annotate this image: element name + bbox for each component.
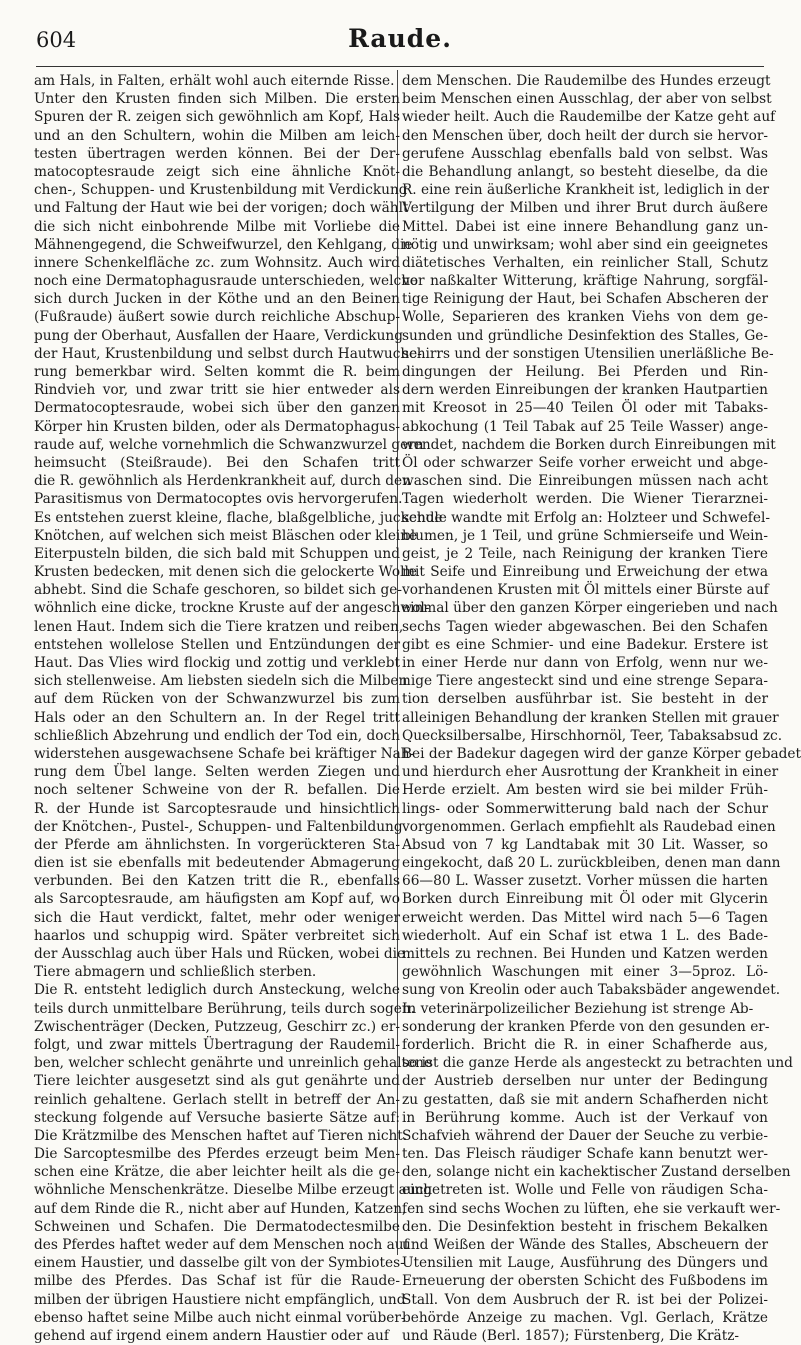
- page-header: [36, 22, 764, 56]
- text-line: sich durch Jucken in der Köthe und an den Beinen: [34, 291, 400, 308]
- text-line: und Räude (Berl. 1857); Fürstenberg, Die Krätz-: [402, 1327, 740, 1344]
- text-line: Tiere abmagern und schließlich sterben.: [34, 964, 317, 981]
- text-line: Knötchen, auf welchen sich meist Bläschen oder kleine: [34, 527, 418, 544]
- text-line: heimsucht (Steißraude). Bei den Schafen tritt: [34, 454, 400, 471]
- text-line: die sich nicht einbohrende Milbe mit Vorliebe die: [34, 218, 400, 235]
- text-line: wöhnliche Menschenkrätze. Dieselbe Milbe erzeugt auch: [34, 1182, 433, 1199]
- text-line: abkochung (1 Teil Tabak auf 25 Teile Wasser) ange-: [402, 418, 768, 435]
- text-line: Tiere leichter ausgesetzt sind als gut genährte und: [34, 1073, 400, 1090]
- text-line: Körper hin Krusten bilden, oder als Dermatophagus-: [34, 418, 400, 435]
- text-line: nige Tiere angesteckt sind und eine strenge Separa-: [402, 673, 768, 690]
- text-line: Quecksilbersalbe, Hirschhornöl, Teer, Tabaksabsud zc.: [402, 727, 783, 744]
- text-line: so ist die ganze Herde als angesteckt zu betrachten und: [402, 1055, 793, 1072]
- text-line: Mähnengegend, die Schweifwurzel, den Kehlgang, die: [34, 236, 413, 253]
- text-line: wiederholt. Auf ein Schaf ist etwa 1 L. des Bade-: [402, 927, 768, 944]
- text-line: dern werden Einreibungen der kranken Hautpartien: [402, 382, 768, 399]
- right-column: [402, 72, 801, 1345]
- text-line: gewöhnlich Waschungen mit einer 3—5proz. Lö-: [402, 964, 768, 981]
- text-line: schen eine Krätze, die aber leichter heilt als die ge-: [34, 1164, 400, 1181]
- text-line: als Sarcoptesraude, am häufigsten am Kopf auf, wo: [34, 891, 400, 908]
- left-column: [34, 72, 443, 1345]
- text-line: Unter den Krusten finden sich Milben. Die ersten: [34, 91, 400, 108]
- text-line: und Weißen der Wände des Stalles, Abscheuern der: [402, 1237, 768, 1253]
- text-line: sich die Haut verdickt, faltet, mehr oder weniger: [34, 909, 400, 926]
- text-line: milbe des Pferdes. Das Schaf ist für die Raude-: [34, 1273, 400, 1290]
- text-line: behörde Anzeige zu machen. Vgl. Gerlach, Krätze: [402, 1309, 768, 1326]
- text-line: wieder heilt. Auch die Raudemilbe der Katze geht auf: [402, 109, 776, 126]
- text-line: in Berührung komme. Auch ist der Verkauf von: [402, 1109, 768, 1126]
- text-line: einem Haustier, und dasselbe gilt von der Symbiotes-: [34, 1255, 405, 1272]
- text-line: ten. Das Fleisch räudiger Schafe kann benutzt wer-: [402, 1146, 768, 1163]
- text-line: haarlos und schuppig wird. Später verbreitet sich: [34, 927, 400, 944]
- header-rule: [36, 66, 764, 67]
- text-line: Herde erzielt. Am besten wird sie bei milder Früh-: [402, 782, 768, 799]
- text-line: beim Menschen einen Ausschlag, der aber von selbst: [402, 91, 772, 108]
- text-line: den Menschen über, doch heilt der durch sie hervor-: [402, 127, 768, 144]
- text-line: schirrs und der sonstigen Utensilien unerläßliche Be-: [402, 345, 774, 362]
- text-line: Vertilgung der Milben und ihrer Brut durch äußere: [402, 200, 768, 217]
- running-head: Raude.: [348, 24, 452, 53]
- text-line: der Haut, Krustenbildung und selbst durch Hautwuche-: [34, 345, 422, 362]
- text-line: Schafvieh während der Dauer der Seuche zu verbie-: [402, 1127, 768, 1144]
- text-line: sich stellenweise. Am liebsten siedeln sich die Milben: [34, 673, 408, 690]
- text-line: steckung folgende auf Versuche basierte Sätze auf:: [34, 1109, 400, 1126]
- text-line: auf dem Rücken von der Schwanzwurzel bis zum: [34, 691, 400, 708]
- text-line: Öl oder schwarzer Seife vorher erweicht und abge-: [402, 454, 768, 471]
- text-line: widerstehen ausgewachsene Schafe bei kräftiger Nah-: [34, 745, 415, 762]
- text-line: innere Schenkelfläche zc. zum Wohnsitz. Auch wird: [34, 254, 400, 271]
- text-line: Parasitismus von Dermatocoptes ovis hervorgerufen.: [34, 491, 403, 508]
- text-line: vor naßkalter Witterung, kräftige Nahrung, sorgfäl-: [402, 273, 768, 290]
- text-line: und Faltung der Haut wie bei der vorigen; doch wählt: [34, 200, 409, 217]
- text-line: Stall. Von dem Ausbruch der R. ist bei der Polizei-: [402, 1291, 768, 1308]
- text-line: die R. gewöhnlich als Herdenkrankheit auf, durch den: [34, 473, 411, 490]
- text-line: Es entstehen zuerst kleine, flache, blaßgelbliche, juckende: [34, 509, 443, 526]
- text-line: testen übertragen werden können. Bei der Der-: [34, 145, 400, 162]
- text-line: fen sind sechs Wochen zu lüften, ehe sie verkauft wer-: [402, 1200, 781, 1217]
- text-line: sechs Tagen wieder abgewaschen. Bei den Schafen: [402, 618, 768, 635]
- text-line: zu gestatten, daß sie mit andern Schafherden nicht: [402, 1091, 768, 1108]
- text-line: Tagen wiederholt werden. Die Wiener Tierarznei-: [402, 491, 768, 508]
- text-line: abhebt. Sind die Schafe geschoren, so bildet sich ge-: [34, 582, 402, 599]
- text-line: Schweinen und Schafen. Die Dermatodectesmilbe: [34, 1218, 400, 1235]
- text-line: diätetisches Verhalten, ein reinlicher Stall, Schutz: [402, 254, 768, 271]
- text-line: mit Kreosot in 25—40 Teilen Öl oder mit Tabaks-: [402, 400, 768, 417]
- text-line: ebenso haftet seine Milbe auch nicht einmal vorüber-: [34, 1309, 406, 1326]
- text-line: Dermatocoptesraude, wobei sich über den ganzen: [34, 400, 400, 417]
- text-line: einmal über den ganzen Körper eingerieben und nach: [402, 600, 778, 617]
- text-line: Mittel. Dabei ist eine innere Behandlung ganz un-: [402, 218, 768, 235]
- text-line: matocoptesraude zeigt sich eine ähnliche Knöt-: [34, 163, 400, 180]
- text-line: eingetreten ist. Wolle und Felle von räudigen Scha-: [402, 1182, 768, 1199]
- text-line: schließlich Abzehrung und endlich der Tod ein, doch: [34, 727, 400, 744]
- text-line: der Pferde am ähnlichsten. In vorgerückteren Sta-: [34, 836, 400, 853]
- text-line: 66—80 L. Wasser zusetzt. Vorher müssen die harten: [402, 873, 768, 890]
- text-line: lings- oder Sommerwitterung bald nach der Schur: [402, 800, 768, 817]
- text-line: sunden und gründliche Desinfektion des Stalles, Ge-: [402, 327, 768, 344]
- text-line: dem Menschen. Die Raudemilbe des Hundes erzeugt: [402, 73, 771, 89]
- text-line: den. Die Desinfektion besteht in frischem Bekalken: [402, 1218, 768, 1235]
- text-line: Wolle, Separieren des kranken Viehs von dem ge-: [402, 309, 768, 326]
- text-line: des Pferdes haftet weder auf dem Menschen noch auf: [34, 1237, 409, 1253]
- text-line: chen-, Schuppen- und Krustenbildung mit Verdickung: [34, 182, 408, 199]
- text-line: entstehen wollelose Stellen und Entzündungen der: [34, 636, 400, 653]
- text-line: schule wandte mit Erfolg an: Holzteer und Schwefel-: [402, 509, 770, 526]
- text-line: tige Reinigung der Haut, bei Schafen Abscheren der: [402, 291, 768, 308]
- text-line: vorhandenen Krusten mit Öl mittels einer Bürste auf: [402, 582, 769, 599]
- text-line: rung dem Übel lange. Selten werden Ziegen und: [34, 764, 400, 781]
- text-line: mit Seife und Einreibung und Erweichung der etwa: [402, 564, 768, 581]
- text-line: sung von Kreolin oder auch Tabaksbäder angewendet.: [402, 982, 781, 999]
- text-line: Rindvieh vor, und zwar tritt sie hier entweder als: [34, 382, 400, 399]
- text-line: geist, je 2 Teile, nach Reinigung der kranken Tiere: [402, 545, 768, 562]
- text-line: noch eine Dermatophagusraude unterschieden, welche: [34, 273, 419, 290]
- text-line: auf dem Rinde die R., nicht aber auf Hunden, Katzen,: [34, 1200, 407, 1217]
- text-line: folgt, und zwar mittels Übertragung der Raudemil-: [34, 1036, 400, 1053]
- text-line: pung der Oberhaut, Ausfallen der Haare, Verdickung: [34, 327, 403, 344]
- text-line: dien ist sie ebenfalls mit bedeutender Abmagerung: [34, 855, 400, 872]
- text-line: Zwischenträger (Decken, Putzzeug, Geschirr zc.) er-: [34, 1018, 400, 1035]
- text-line: waschen sind. Die Einreibungen müssen nach acht: [402, 473, 768, 490]
- text-line: der Knötchen-, Pustel-, Schuppen- und Faltenbildung: [34, 818, 403, 835]
- text-line: Krusten bedecken, mit denen sich die gelockerte Wolle: [34, 564, 417, 581]
- text-line: und hierdurch eher Ausrottung der Krankheit in einer: [402, 764, 779, 781]
- text-line: reinlich gehaltene. Gerlach stellt in betreff der An-: [34, 1091, 400, 1108]
- text-line: ben, welcher schlecht genährte und unreinlich gehaltene: [34, 1055, 433, 1072]
- text-line: Spuren der R. zeigen sich gewöhnlich am Kopf, Hals: [34, 109, 400, 126]
- text-line: Borken durch Einreibung mit Öl oder mit Glycerin: [402, 891, 768, 908]
- text-line: R. der Hunde ist Sarcoptesraude und hinsichtlich: [34, 800, 400, 817]
- text-line: verbunden. Bei den Katzen tritt die R., ebenfalls: [34, 873, 400, 890]
- text-line: Hals oder an den Schultern an. In der Regel tritt: [34, 709, 400, 726]
- text-line: In veterinärpolizeilicher Beziehung ist strenge Ab-: [402, 1000, 754, 1017]
- text-line: Erneuerung der obersten Schicht des Fußbodens im: [402, 1273, 768, 1290]
- text-line: Eiterpusteln bilden, die sich bald mit Schuppen und: [34, 545, 400, 562]
- text-line: Utensilien mit Lauge, Ausführung des Düngers und: [402, 1255, 768, 1272]
- text-line: Die Sarcoptesmilbe des Pferdes erzeugt beim Men-: [34, 1146, 400, 1163]
- text-line: mittels zu rechnen. Bei Hunden und Katzen werden: [402, 946, 768, 962]
- text-line: R. eine rein äußerliche Krankheit ist, lediglich in der: [402, 182, 770, 199]
- text-line: gerufene Ausschlag ebenfalls bald von selbst. Was: [402, 145, 768, 162]
- text-line: noch seltener Schweine von der R. befallen. Die: [34, 782, 400, 799]
- text-line: alleinigen Behandlung der kranken Stellen mit grauer: [402, 709, 779, 726]
- text-line: sonderung der kranken Pferde von den gesunden er-: [402, 1018, 770, 1035]
- text-line: gehend auf irgend einem andern Haustier oder auf: [34, 1327, 389, 1344]
- text-line: vorgenommen. Gerlach empfiehlt als Raudebad einen: [402, 818, 776, 835]
- text-line: forderlich. Bricht die R. in einer Schafherde aus,: [402, 1036, 768, 1053]
- text-line: gibt es eine Schmier- und eine Badekur. Erstere ist: [402, 636, 768, 653]
- text-line: Bei der Badekur dagegen wird der ganze Körper gebadet: [402, 745, 801, 762]
- text-line: Absud von 7 kg Landtabak mit 30 Lit. Wasser, so: [402, 836, 768, 853]
- text-line: raude auf, welche vornehmlich die Schwanzwurzel gern: [34, 436, 424, 453]
- text-line: dingungen der Heilung. Bei Pferden und Rin-: [402, 364, 768, 380]
- text-line: teils durch unmittelbare Berührung, teils durch sogen.: [34, 1000, 416, 1017]
- text-line: wendet, nachdem die Borken durch Einreibungen mit: [402, 436, 776, 453]
- text-line: blumen, je 1 Teil, und grüne Schmierseife und Wein-: [402, 527, 768, 544]
- text-line: in einer Herde nur dann von Erfolg, wenn nur we-: [402, 655, 768, 671]
- text-line: am Hals, in Falten, erhält wohl auch eiternde Risse.: [34, 73, 395, 89]
- text-line: den, solange nicht ein kachektischer Zustand derselben: [402, 1164, 791, 1181]
- text-line: die Behandlung anlangt, so besteht dieselbe, da die: [402, 163, 768, 180]
- text-line: Die Krätzmilbe des Menschen haftet auf Tieren nicht.: [34, 1127, 408, 1144]
- text-line: nötig und unwirksam; wohl aber sind ein geeignetes: [402, 236, 768, 253]
- text-line: lenen Haut. Indem sich die Tiere kratzen und reiben,: [34, 618, 404, 635]
- text-line: Haut. Das Vlies wird flockig und zottig und verklebt: [34, 655, 400, 671]
- text-line: Die R. entsteht lediglich durch Ansteckung, welche: [34, 982, 400, 999]
- text-line: und an den Schultern, wohin die Milben am leich-: [34, 127, 400, 144]
- text-line: eingekocht, daß 20 L. zurückbleiben, denen man dann: [402, 855, 781, 872]
- text-line: rung bemerkbar wird. Selten kommt die R. beim: [34, 364, 400, 380]
- text-line: milben der übrigen Haustiere nicht empfänglich, und: [34, 1291, 406, 1308]
- text-line: wöhnlich eine dicke, trockne Kruste auf der angeschwol-: [34, 600, 430, 617]
- text-line: der Ausschlag auch über Hals und Rücken, wobei die: [34, 946, 406, 962]
- text-line: tion derselben ausführbar ist. Sie besteht in der: [402, 691, 768, 708]
- text-line: erweicht werden. Das Mittel wird nach 5—6 Tagen: [402, 909, 768, 926]
- text-line: der Austrieb derselben nur unter der Bedingung: [402, 1073, 768, 1090]
- page-number: 604: [36, 28, 77, 52]
- text-line: (Fußraude) äußert sowie durch reichliche Abschup-: [34, 309, 400, 326]
